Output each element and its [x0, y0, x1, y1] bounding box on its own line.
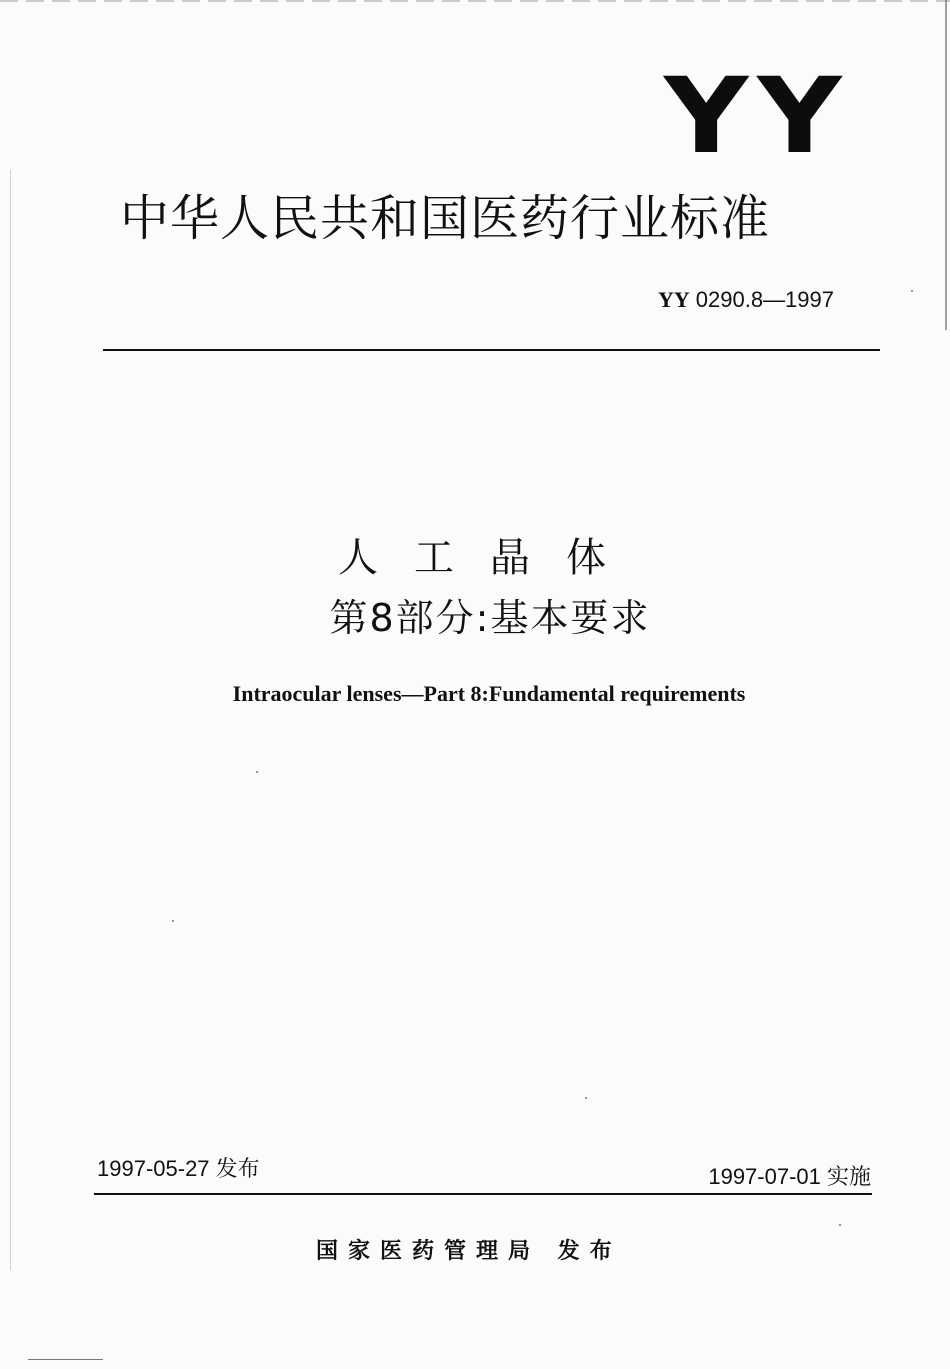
standard-category-title: 中华人民共和国医药行业标准 — [120, 190, 771, 247]
standard-number-prefix: YY — [657, 287, 690, 312]
issue-date: 1997-05-27 发布 — [97, 1156, 260, 1181]
scan-edge-top — [0, 0, 950, 2]
document-title-en: Intraocular lenses—Part 8:Fundamental requirements — [232, 681, 746, 706]
standard-logo: YY — [664, 55, 851, 177]
scan-speck — [839, 1224, 841, 1226]
scan-speck — [911, 290, 913, 292]
document-subtitle-cn: 第8部分:基本要求 — [329, 596, 651, 640]
implementation-date: 1997-07-01 实施 — [708, 1164, 871, 1189]
scan-edge-right — [945, 0, 947, 330]
scan-speck — [256, 771, 258, 773]
scan-speck — [585, 1097, 587, 1099]
footer-divider — [94, 1193, 872, 1195]
scan-speck — [172, 920, 174, 922]
standard-number — [658, 286, 834, 314]
publisher: 国家医药管理局 发布 — [316, 1239, 622, 1264]
scan-edge-bottom — [28, 1359, 103, 1360]
header-divider — [103, 349, 880, 351]
standard-number-value: 0290.8—1997 — [695, 287, 834, 312]
scan-edge-left — [10, 170, 11, 1270]
document-title-cn: 人工晶体 — [338, 535, 642, 581]
